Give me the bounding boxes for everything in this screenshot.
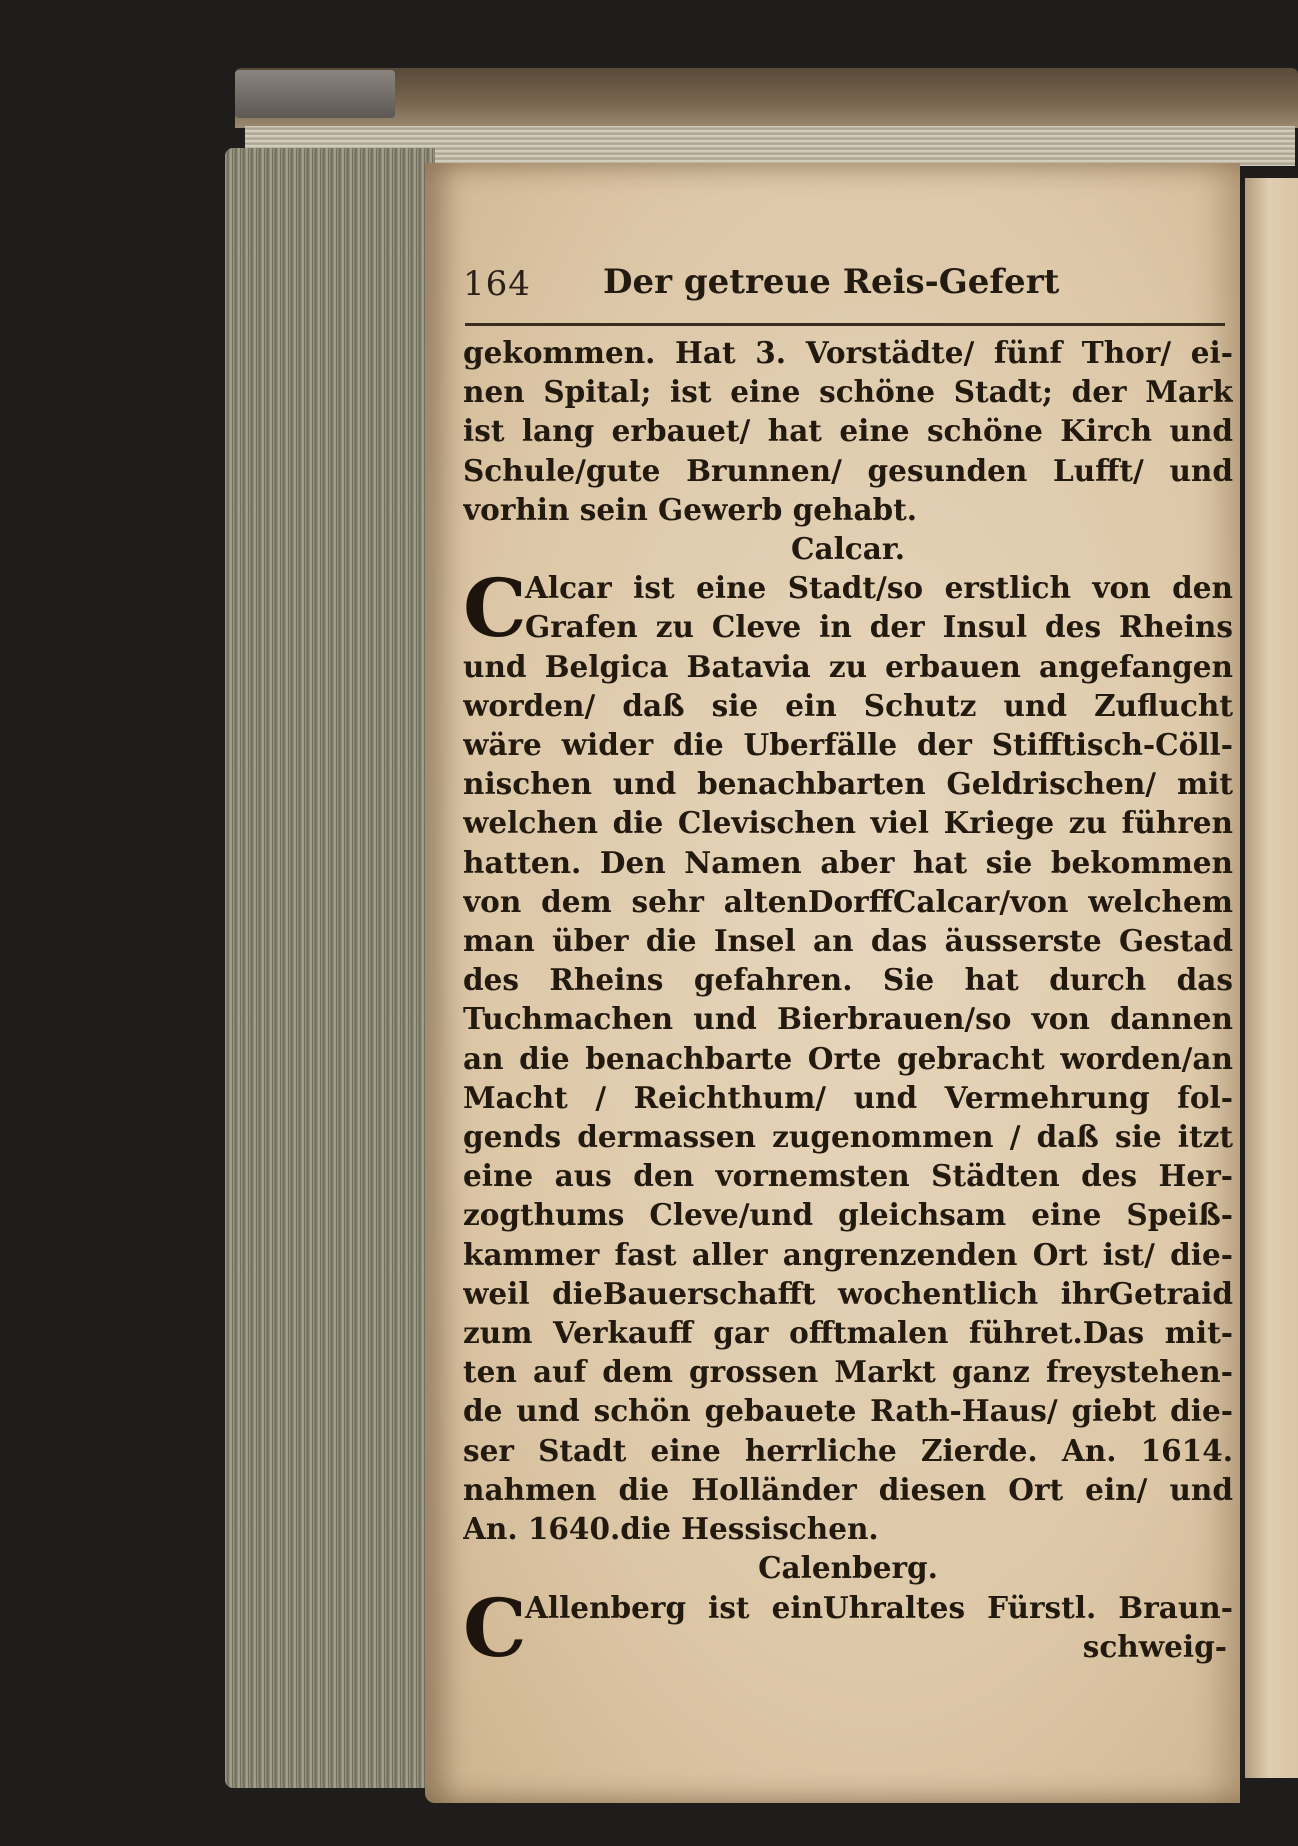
text-line: von dem sehr altenDorffCalcar/von welchem bbox=[463, 883, 1233, 919]
text-line: Grafen zu Cleve in der Insul des Rheins bbox=[525, 609, 1233, 645]
text-line: man über die Insel an das äusserste Gestad bbox=[463, 923, 1233, 959]
facing-page-edge bbox=[1245, 178, 1298, 1778]
text-line: zogthums Cleve/und gleichsam eine Speiß- bbox=[463, 1197, 1233, 1233]
text-line: nischen und benachbarten Geldrischen/ mit bbox=[463, 766, 1233, 802]
section-opening bbox=[463, 1580, 1233, 1675]
text-line: nahmen die Holländer diesen Ort ein/ und bbox=[463, 1471, 1233, 1507]
text-line: an die benachbarte Orte gebracht worden/an bbox=[463, 1040, 1233, 1076]
text-line: welchen die Clevischen viel Kriege zu führen bbox=[463, 805, 1233, 841]
text-line: zum Verkauff gar offtmalen führet.Das mit- bbox=[463, 1315, 1233, 1351]
text-line: Schule/gute Brunnen/ gesunden Lufft/ und bbox=[463, 452, 1233, 488]
book-page bbox=[425, 163, 1240, 1803]
text-line: Alcar ist eine Stadt/so erstlich von den bbox=[525, 570, 1233, 606]
text-line: weil dieBauerschafft wochentlich ihrGetraid bbox=[463, 1275, 1233, 1311]
text-line: kammer fast aller angrenzenden Ort ist/ die- bbox=[463, 1236, 1233, 1272]
text-line: Tuchmachen und Bierbrauen/so von dannen bbox=[463, 1001, 1233, 1037]
text-line: eine aus den vornemsten Städten des Her- bbox=[463, 1158, 1233, 1194]
running-head: Der getreue Reis-Gefert bbox=[603, 262, 1060, 302]
section-heading: Calcar. bbox=[791, 531, 905, 567]
section-opening bbox=[463, 561, 1233, 656]
page-text bbox=[463, 333, 1233, 1675]
text-line: worden/ daß sie ein Schutz und Zuflucht bbox=[463, 687, 1233, 723]
book bbox=[225, 68, 1298, 1808]
text-line: vorhin sein Gewerb gehabt. bbox=[463, 491, 918, 527]
text-line: ten auf dem grossen Markt ganz freystehen- bbox=[463, 1354, 1233, 1390]
text-line: ser Stadt eine herrliche Zierde. An. 1614. bbox=[463, 1432, 1233, 1468]
page-edges-side bbox=[225, 148, 435, 1788]
text-line: nen Spital; ist eine schöne Stadt; der Mark bbox=[463, 374, 1233, 410]
text-line: wäre wider die Uberfälle der Stifftisch-Cöll- bbox=[463, 727, 1233, 763]
drop-initial: C bbox=[463, 1580, 527, 1675]
text-line: ist lang erbauet/ hat eine schöne Kirch und bbox=[463, 413, 1233, 449]
header-rule bbox=[465, 323, 1225, 326]
page-number: 164 bbox=[463, 264, 531, 304]
text-line: An. 1640.die Hessischen. bbox=[463, 1511, 879, 1547]
text-line: hatten. Den Namen aber hat sie bekommen bbox=[463, 844, 1233, 880]
catchword: schweig- bbox=[1082, 1628, 1227, 1664]
text-line: Allenberg ist einUhraltes Fürstl. Braun- bbox=[525, 1589, 1233, 1625]
drop-initial: C bbox=[463, 561, 527, 656]
text-line: gekommen. Hat 3. Vorstädte/ fünf Thor/ ei- bbox=[463, 335, 1233, 370]
text-line: de und schön gebauete Rath-Haus/ giebt die- bbox=[463, 1393, 1233, 1429]
text-line: und Belgica Batavia zu erbauen angefangen bbox=[463, 648, 1233, 684]
text-line: des Rheins gefahren. Sie hat durch das bbox=[463, 962, 1233, 998]
section-heading: Calenberg. bbox=[758, 1550, 938, 1586]
metal-clasp bbox=[235, 70, 395, 118]
page-header bbox=[463, 258, 1213, 318]
text-line: Macht / Reichthum/ und Vermehrung fol- bbox=[463, 1079, 1233, 1115]
text-line: gends dermassen zugenommen / daß sie itzt bbox=[463, 1119, 1233, 1155]
